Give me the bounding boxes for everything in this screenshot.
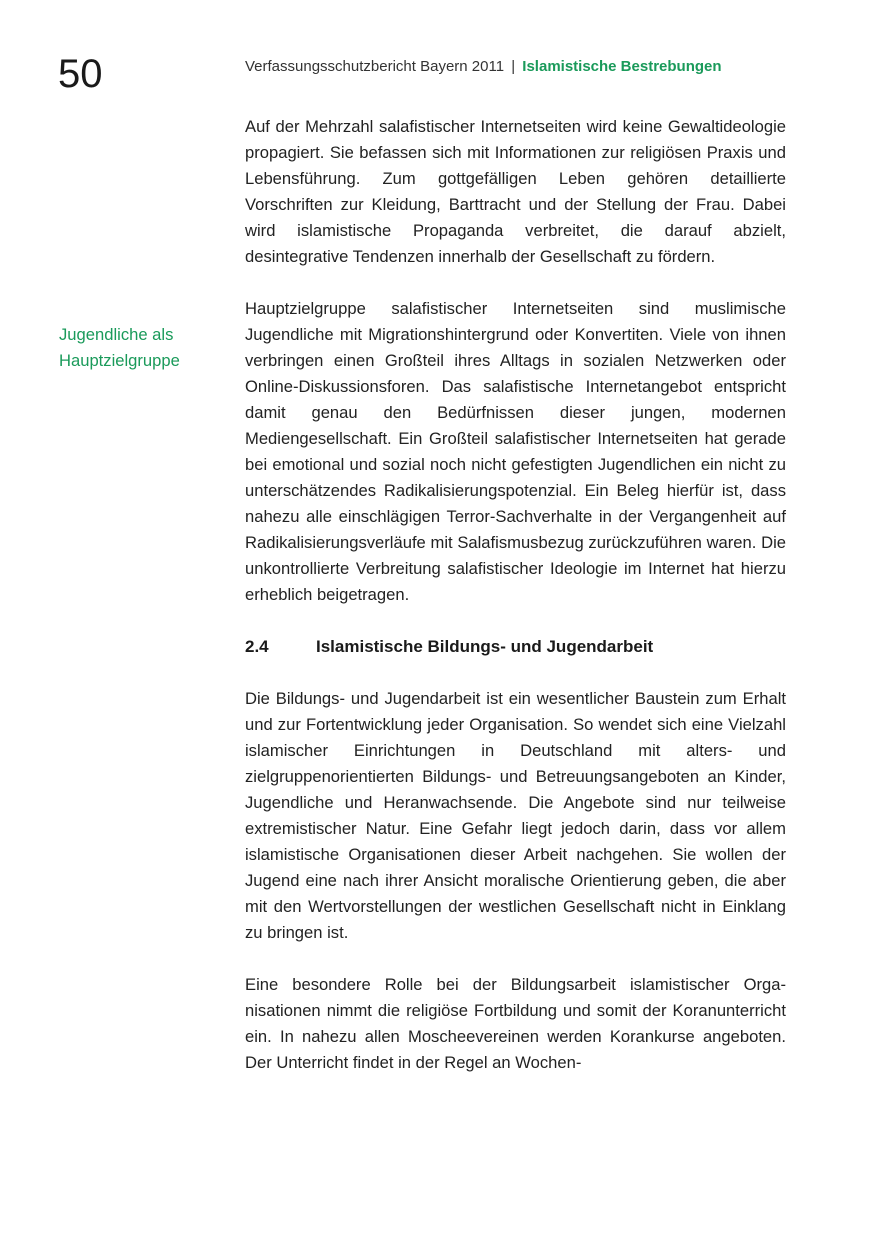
paragraph-koran-lessons: Eine besondere Rolle bei der Bildungsarbeit islamistischer Organisationen nimmt die religiöse Fortbildung und somit der Koranunterricht ein. In nahezu allen Moscheevereinen werden Korankurse angeboten. Der Unterricht findet in der Regel an Wochen- bbox=[245, 975, 786, 1072]
paragraph-target-group: Hauptzielgruppe salafistischer Internetseiten sind muslimische Jugendliche mit Migrationshintergrund oder Konvertiten. Viele von ihnen verbringen einen Großteil ihres Alltags in sozialen Netzwerken oder Online-Diskussionsforen. Das salafistische Internetangebot entspricht damit genau den Bedürfnissen dieser jungen, modernen Mediengesellschaft. Ein Großteil salafistischer Internetseiten hat gerade bei emotional und sozial noch nicht gefestigten Jugendlichen ein nicht zu unterschätzendes Radikalisierungspotenzial. Ein Beleg hierfür ist, dass nahezu alle einschlägigen Terror-Sachverhalte in der Vergangenheit auf Radikalisierungsverläufe mit Salafismusbezug zurückzuführen waren. Die unkontrollierte Verbreitung salafistischer Ideologie im Internet hat hierzu erheblich beigetragen. bbox=[245, 299, 786, 604]
margin-note bbox=[59, 322, 234, 374]
header-section: Islamistische Bestrebungen bbox=[522, 58, 722, 75]
margin-note-line: Hauptzielgruppe bbox=[59, 351, 180, 370]
paragraph-youth-work: Die Bildungs- und Jugendarbeit ist ein wesentlicher Baustein zum Erhalt und zur Fortentwicklung jeder Organisation. So wendet sich eine Vielzahl islamischer Einrichtungen in Deutschland mit alters- und zielgruppenorientierten Bildungs- und Betreuungsangeboten an Kinder, Jugendliche und Heranwachsende. Die Angebote sind nur teilweise extremistischer Natur. Eine Gefahr liegt jedoch darin, dass vor allem islamistische Organisationen dieser Arbeit nachgehen. Sie wollen der Jugend eine nach ihrer Ansicht moralische Orientierung geben, die aber mit den Wertvorstellungen der westlichen Gesellschaft nicht in Einklang zu bringen ist. bbox=[245, 689, 786, 942]
running-header bbox=[245, 57, 722, 77]
paragraph-salafist-websites: Auf der Mehrzahl salafistischer Internetseiten wird keine Gewaltideologie propagiert. Sie befassen sich mit Informationen zur religiösen Praxis und Lebensführung. Zum gottgefälligen Leben gehören detaillierte Vorschriften zur Kleidung, Barttracht und der Stellung der Frau. Dabei wird islamistische Propaganda verbreitet, die darauf abzielt, desintegrative Tendenzen innerhalb der Gesellschaft zu fördern. bbox=[245, 117, 786, 266]
page-number: 50 bbox=[58, 52, 103, 96]
header-separator: | bbox=[511, 58, 516, 75]
section-title: Islamistische Bildungs- und Jugendarbeit bbox=[316, 637, 654, 656]
main-text-column bbox=[245, 114, 786, 1102]
section-heading bbox=[245, 634, 786, 660]
header-title: Verfassungsschutzbericht Bayern 2011 bbox=[245, 58, 505, 75]
margin-note-line: Jugendliche als bbox=[59, 325, 174, 344]
section-number: 2.4 bbox=[245, 637, 269, 656]
